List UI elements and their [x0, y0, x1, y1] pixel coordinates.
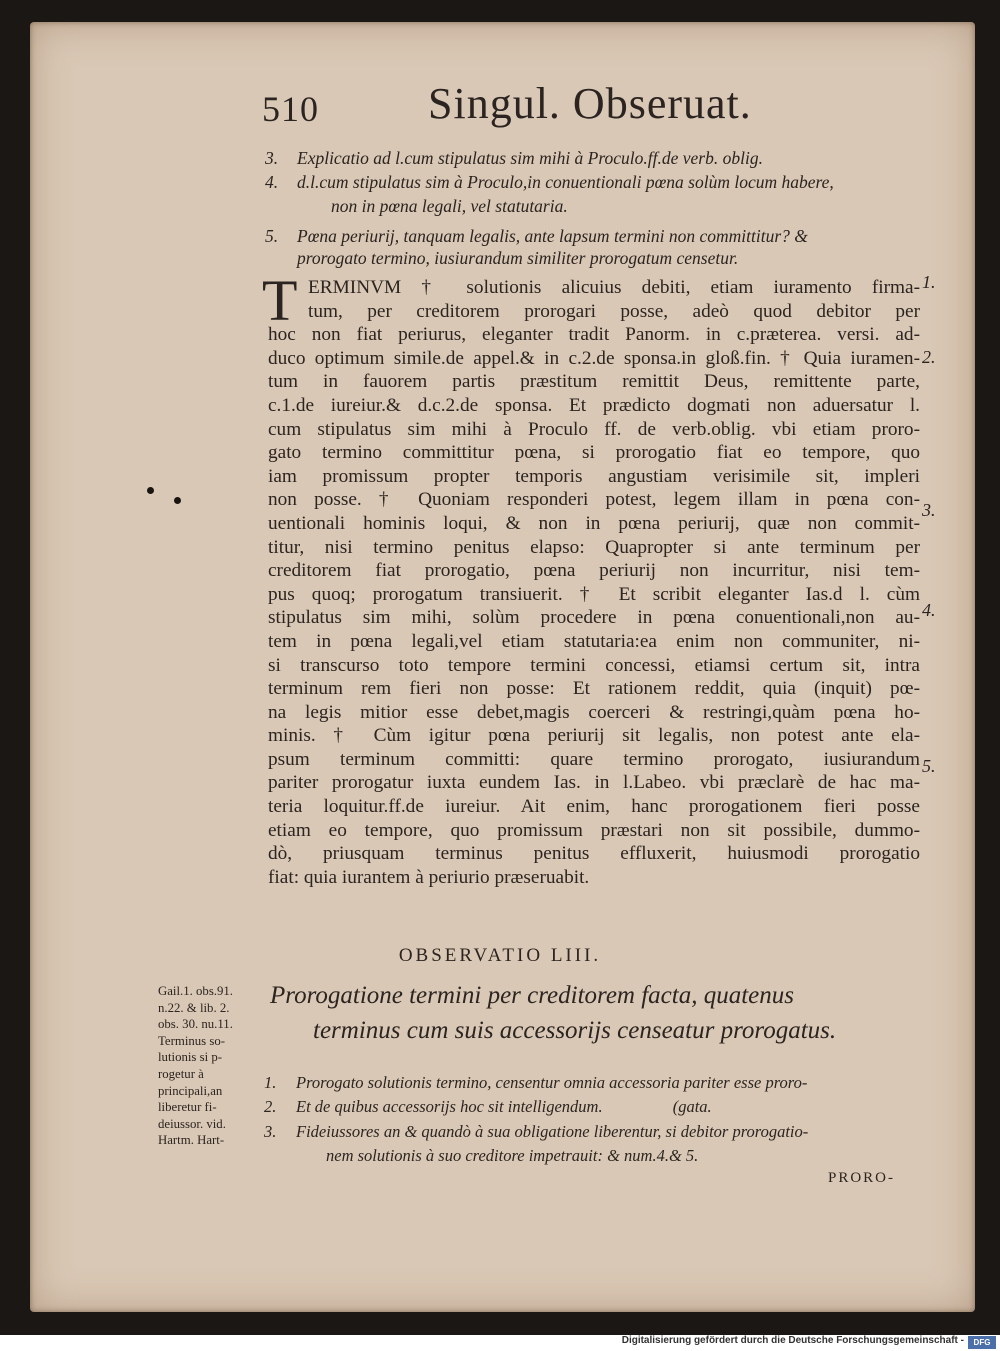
summary-number: 4. — [265, 172, 279, 192]
margin-number: 1. — [922, 272, 936, 292]
text-line: creditorem fiat prorogatio, pœna periurij non incurritur, nisi tem- — [268, 560, 920, 582]
summary-line — [264, 1073, 807, 1093]
summary-line — [297, 248, 738, 268]
text-line: si transcurso toto tempore termini concessi, etiamsi certum sit, intra — [268, 654, 920, 676]
margin-number: 4. — [922, 600, 936, 620]
catchword: PRORO- — [828, 1170, 896, 1186]
side-note-line: Terminus so- — [158, 1033, 225, 1048]
margin-number: 5. — [922, 756, 936, 776]
side-note-line: Hartm. Hart- — [158, 1133, 225, 1148]
running-title: Singul. Obseruat. — [428, 79, 752, 128]
drop-cap: T — [262, 268, 298, 333]
summary-line — [326, 1146, 698, 1166]
text-line: fiat: quia iurantem à periurio præseruabit. — [268, 866, 590, 888]
summary-number: 3. — [264, 1122, 277, 1141]
text-line: tum in fauorem partis præstitum remittit Deus, remittente parte, — [268, 371, 920, 393]
ink-spot — [174, 497, 181, 504]
observation-heading: OBSERVATIO LIII. — [398, 945, 602, 966]
side-note-line: rogetur à — [158, 1066, 204, 1081]
digitization-footer — [0, 1335, 1000, 1351]
side-note — [158, 983, 263, 1149]
margin-number: 2. — [922, 347, 936, 367]
summary-number: 1. — [264, 1073, 277, 1092]
summary-text: Et de quibus accessorijs hoc sit intelligendum. (gata. — [296, 1097, 712, 1116]
text-line: tem in pœna legali,vel etiam statutaria:ea enim non communiter, ni- — [268, 630, 920, 652]
summary-number: 3. — [265, 148, 279, 168]
summary-text: prorogato termino, iusiurandum similiter prorogatum censetur. — [297, 248, 739, 268]
summary-line — [264, 1122, 808, 1142]
summary-text: nem solutionis à suo creditore impetrauit: & num.4.& 5. — [326, 1146, 699, 1165]
summary-number: 5. — [265, 226, 279, 246]
side-note-line: obs. 30. nu.11. — [158, 1017, 233, 1032]
side-note-line: n.22. & lib. 2. — [158, 1000, 230, 1015]
side-note-line: principali,an — [158, 1083, 223, 1098]
dfg-logo-icon: DFG — [968, 1336, 996, 1349]
summary-line — [265, 148, 763, 168]
text-line: pus quoq; prorogatum transiuerit. † Et scribit eleganter Ias.d l. cùm — [268, 583, 920, 605]
page-number: 510 — [262, 89, 319, 129]
text-line: teria loquitur.ff.de iureiur. Ait enim, hanc prorogationem fieri posse — [268, 796, 920, 818]
main-text — [268, 276, 920, 889]
summary-line — [265, 226, 808, 246]
summary-text: d.l.cum stipulatus sim à Proculo,in conuentionali pœna solùm locum habere, — [297, 172, 834, 192]
side-note-line: lutionis si p- — [158, 1050, 222, 1065]
side-note-line: liberetur fi- — [158, 1100, 217, 1115]
summary-text: Prorogato solutionis termino, censentur omnia accessoria pariter esse proro- — [296, 1073, 808, 1092]
side-note-line: deiussor. vid. — [158, 1116, 226, 1131]
text-line: ERMINVM † solutionis alicuius debiti, etiam iuramento firma- — [308, 277, 920, 298]
text-line: iam promissum propter temporis angustiam verisimile sit, impleri — [268, 465, 920, 487]
summary-text: Fideiussores an & quandò à sua obligatione liberentur, si debitor prorogatio- — [296, 1122, 809, 1141]
text-line: titur, nisi termino penitus elapso: Quapropter si ante terminum per — [268, 536, 920, 558]
text-line: stipulatus sim mihi, solùm procedere in pœna conuentionali,non au- — [268, 607, 920, 629]
text-line: tum, per creditorem prorogari posse, adeò quod debitor per — [308, 300, 920, 322]
text-line: uentionali hominis loqui, & non in pœna periurij, quæ non commit- — [268, 512, 920, 534]
text-line: gato termino committitur pœna, si prorogatio fiat eo tempore, quo — [268, 442, 920, 464]
text-line: dò, priusquam terminus penitus effluxerit, huiusmodi prorogatio — [268, 843, 920, 865]
text-line: non posse. † Quoniam responderi potest, legem illam in pœna con- — [268, 489, 920, 511]
footer-text: Digitalisierung gefördert durch die Deutsche Forschungsgemeinschaft - — [621, 1335, 964, 1346]
side-note-line: Gail.1. obs.91. — [158, 984, 234, 998]
observation-subtitle: terminus cum suis accessorijs censeatur prorogatus. — [313, 1017, 837, 1044]
text-line: psum terminum committi: quare termino prorogato, iusiurandum — [268, 748, 920, 770]
text-line: na legis mitior esse debet,magis coerceri & restringi,quàm pœna ho- — [268, 701, 920, 723]
summary-line — [264, 1097, 712, 1117]
summary-text: Pœna periurij, tanquam legalis, ante lapsum termini non committitur? & — [297, 226, 808, 246]
summary-line — [265, 172, 834, 192]
summary-text: Explicatio ad l.cum stipulatus sim mihi à Proculo.ff.de verb. oblig. — [297, 148, 763, 168]
summary-number: 2. — [264, 1097, 277, 1116]
ink-spot — [147, 487, 154, 494]
text-line: terminum rem fieri non posse: Et rationem reddit, quia (inquit) pœ- — [268, 678, 920, 700]
observation-subtitle: Prorogatione termini per creditorem facta, quatenus — [270, 982, 794, 1009]
summary-text: non in pœna legali, vel statutaria. — [331, 196, 568, 216]
text-line: c.1.de iureiur.& d.c.2.de sponsa. Et prædicto dogmati non aduersatur l. — [268, 394, 920, 416]
summary-line — [331, 196, 568, 216]
text-line: minis. † Cùm igitur pœna periurij sit legalis, non potest ante ela- — [268, 725, 920, 747]
text-line: pariter prorogatur iuxta eundem Ias. in l.Labeo. vbi præclarè de hac ma- — [268, 772, 920, 794]
text-line: duco optimum simile.de appel.& in c.2.de sponsa.in gloß.fin. † Quia iuramen- — [268, 347, 920, 369]
text-line: hoc non fiat periurus, eleganter tradit Panorm. in c.præterea. versi. ad- — [268, 324, 920, 346]
page-header — [0, 79, 1000, 138]
text-line: cum stipulatus sim mihi à Proculo ff. de verb.oblig. vbi etiam proro- — [268, 418, 920, 440]
text-line: etiam eo tempore, quo promissum præstari non sit possibile, dummo- — [268, 819, 920, 841]
margin-number: 3. — [922, 500, 936, 520]
